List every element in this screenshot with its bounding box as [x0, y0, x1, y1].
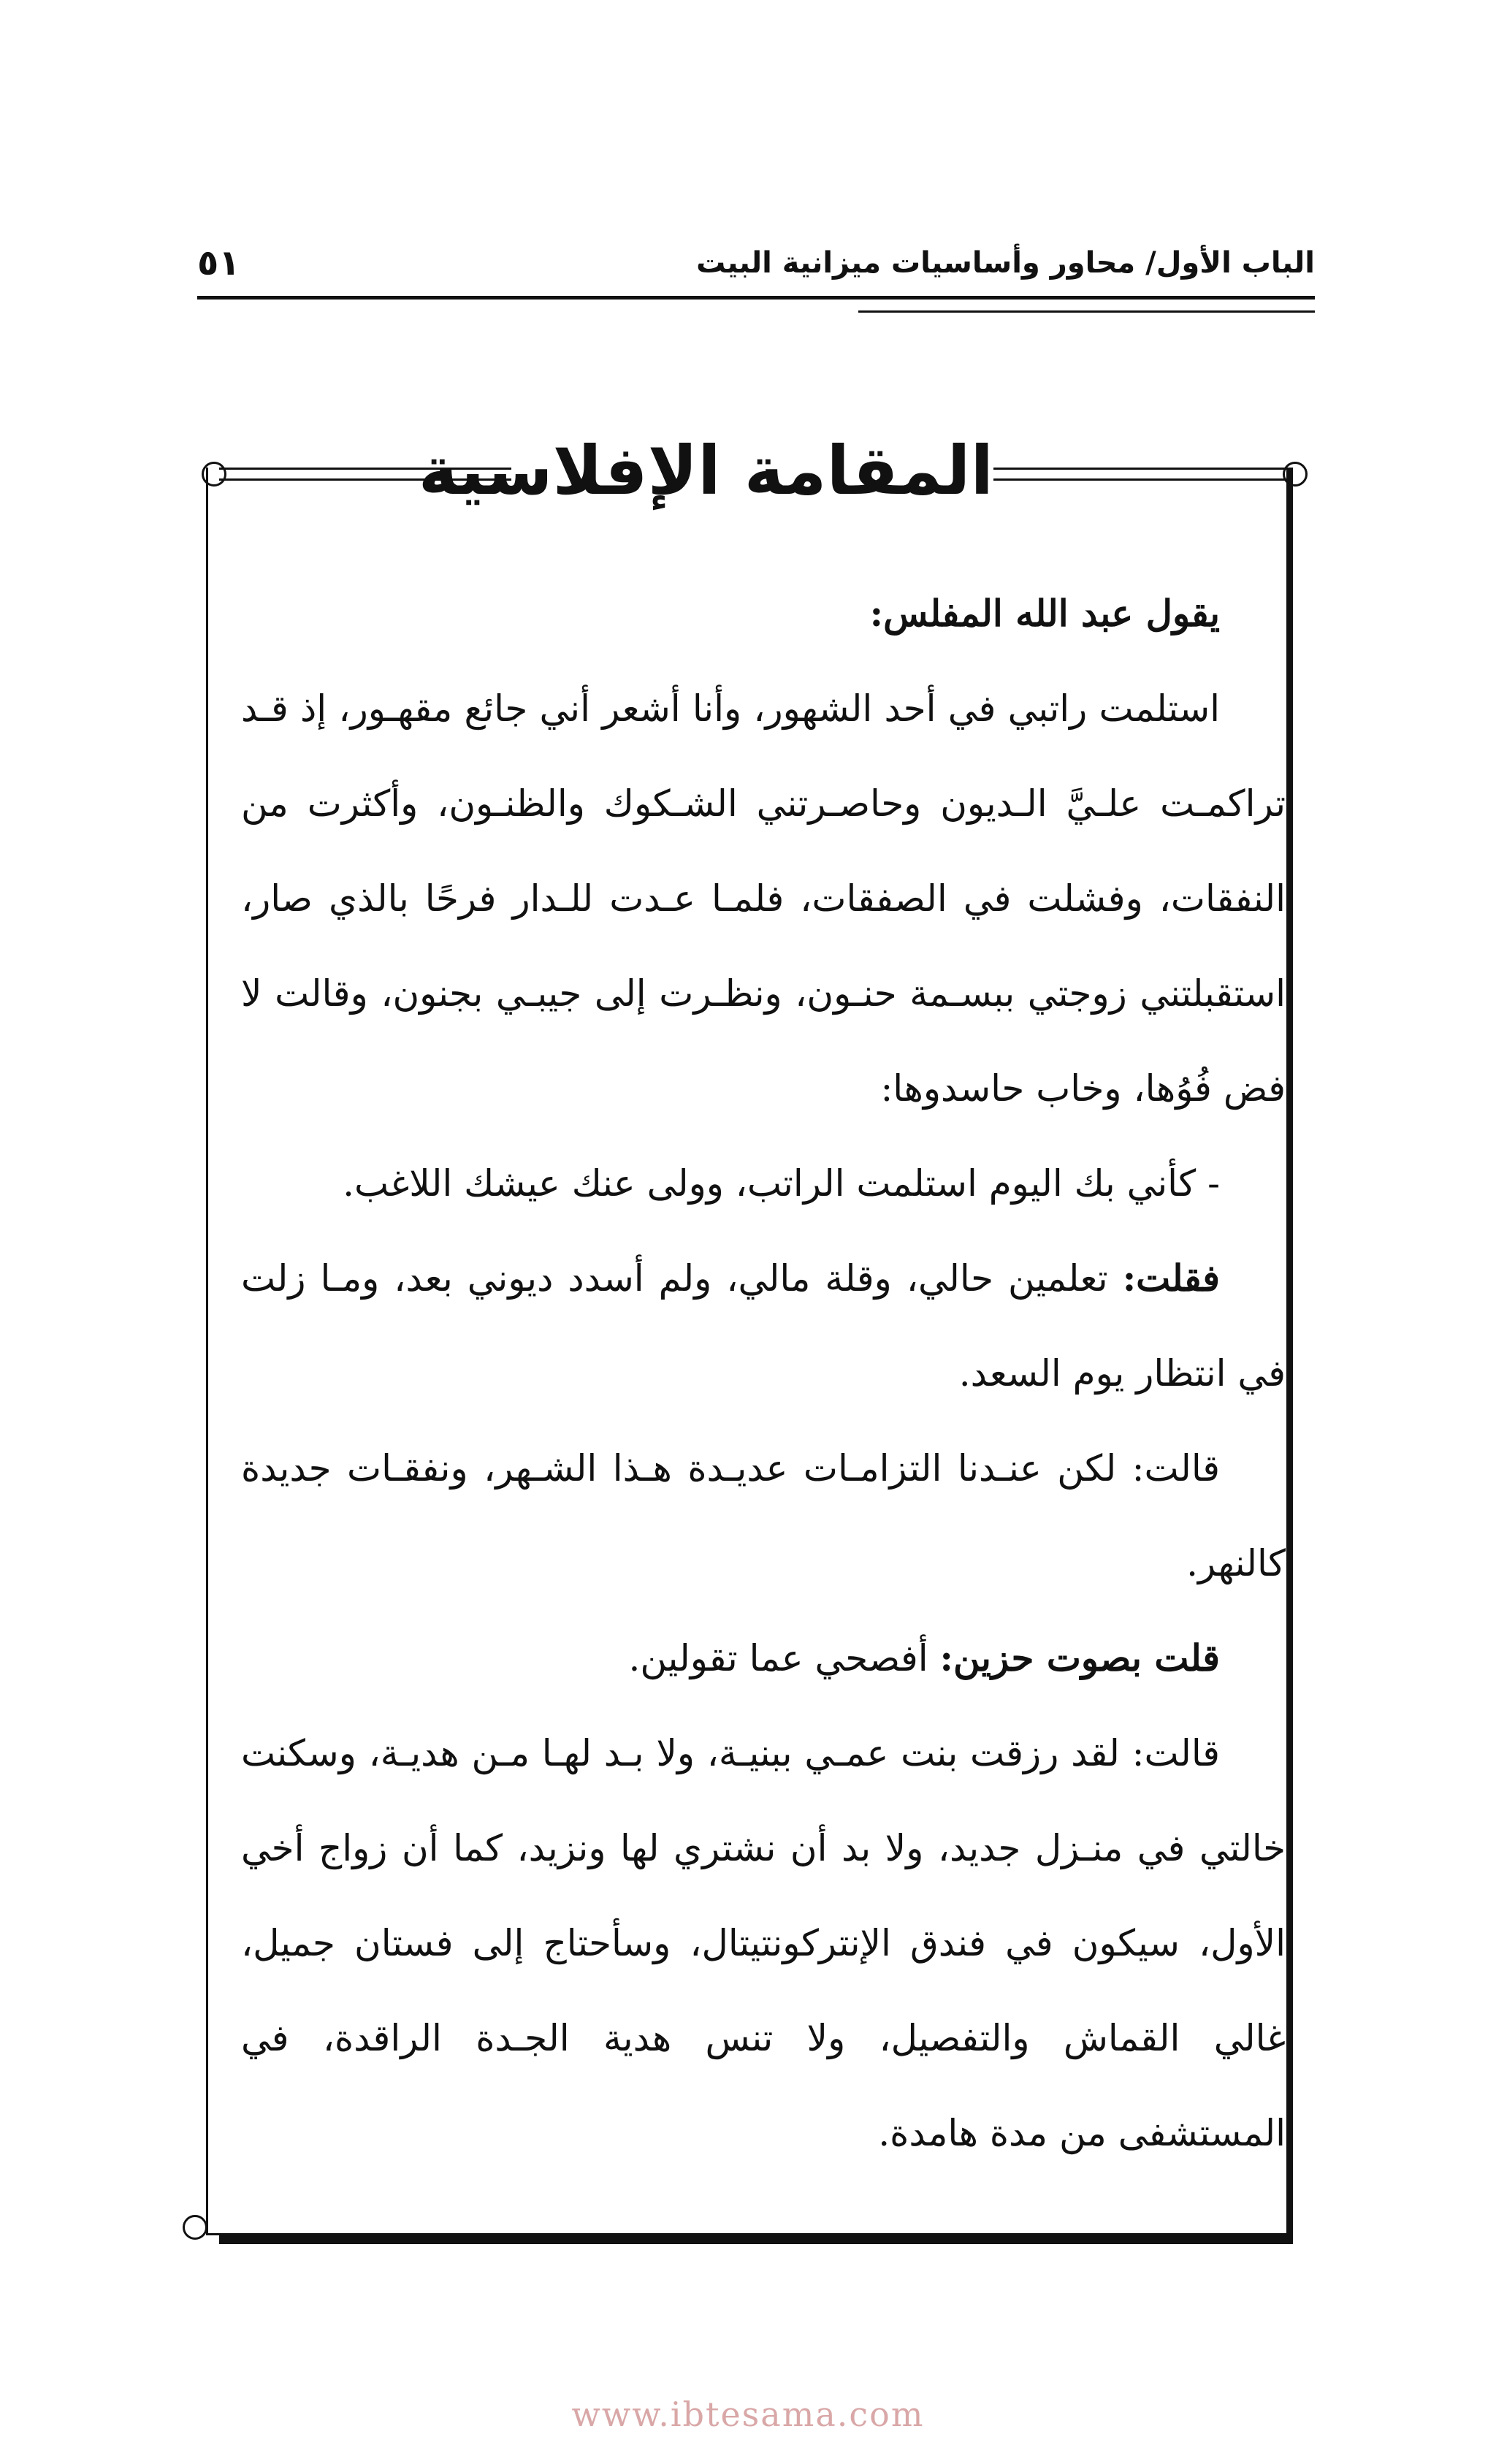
paragraph-text: قالت: لكن عنـدنا التزامـات عديـدة هـذا الشـهر، ونفقـات جديدة كالنهر. [241, 1447, 1286, 1584]
paragraph [241, 661, 1286, 1136]
chapter-title: المقامة الإفلاسية [511, 424, 993, 519]
paragraph-text: أفصحي عما تقولين. [628, 1637, 940, 1679]
watermark: www.ibtesama.com [571, 2395, 925, 2434]
paragraph [241, 1136, 1286, 1231]
paragraph [241, 1706, 1286, 2181]
scroll-frame-shadow [219, 2235, 1293, 2244]
paragraph-text: - كأني بك اليوم استلمت الراتب، وولى عنك عيشك اللاغب. [343, 1162, 1220, 1205]
paragraph-text: استلمت راتبي في أحد الشهور، وأنا أشعر أني جائع مقهـور، إذ قـد تراكمـت علـيَّ الـديون وحاصـرتني الشـكوك والظنـون، وأكثرت من النفقات، وفشلت في الصفقات، فلمـا عـدت للـدار فرحًا بالذي صار، استقبلتني زوجتي ببسـمة حنـون، ونظـرت إلى جيبـي بجنون، وقالت لا فض فُوُها، وخاب حاسدوها: [241, 687, 1286, 1110]
paragraph [241, 1611, 1286, 1706]
body-text [241, 566, 1286, 2181]
header-underline [858, 310, 1315, 313]
running-header [197, 241, 1315, 300]
running-title: الباب الأول/ محاور وأساسيات ميزانية البيت [696, 246, 1315, 280]
paragraph-text: قالت: لقد رزقت بنت عمـي ببنيـة، ولا بـد لهـا مـن هديـة، وسكنت خالتي في منـزل جديد، ولا بد أن نشتري لها ونزيد، كما أن زواج أخي الأول، سيكون في فندق الإنتركونتيتال، وسأحتاج إلى فستان جميل، غالي القماش والتفصيل، ولا تنس هدية الجـدة الراقدة، في المستشفى من مدة هامدة. [241, 1732, 1286, 2154]
paragraph-lead: قلت بصوت حزين: [939, 1636, 1220, 1679]
header-rule [197, 296, 1315, 300]
paragraph [241, 566, 1286, 661]
paragraph-text: تعلمين حالي، وقلة مالي، ولم أسدد ديوني بعد، ومـا زلت في انتظار يوم السعد. [241, 1257, 1286, 1395]
scroll-curl-bottom-left [183, 2215, 207, 2240]
page-number: ٥١ [197, 243, 240, 283]
paragraph-lead: يقول عبد الله المفلس: [869, 592, 1220, 635]
paragraph-lead: فقلت: [1122, 1256, 1220, 1300]
paragraph [241, 1421, 1286, 1611]
paragraph [241, 1231, 1286, 1421]
